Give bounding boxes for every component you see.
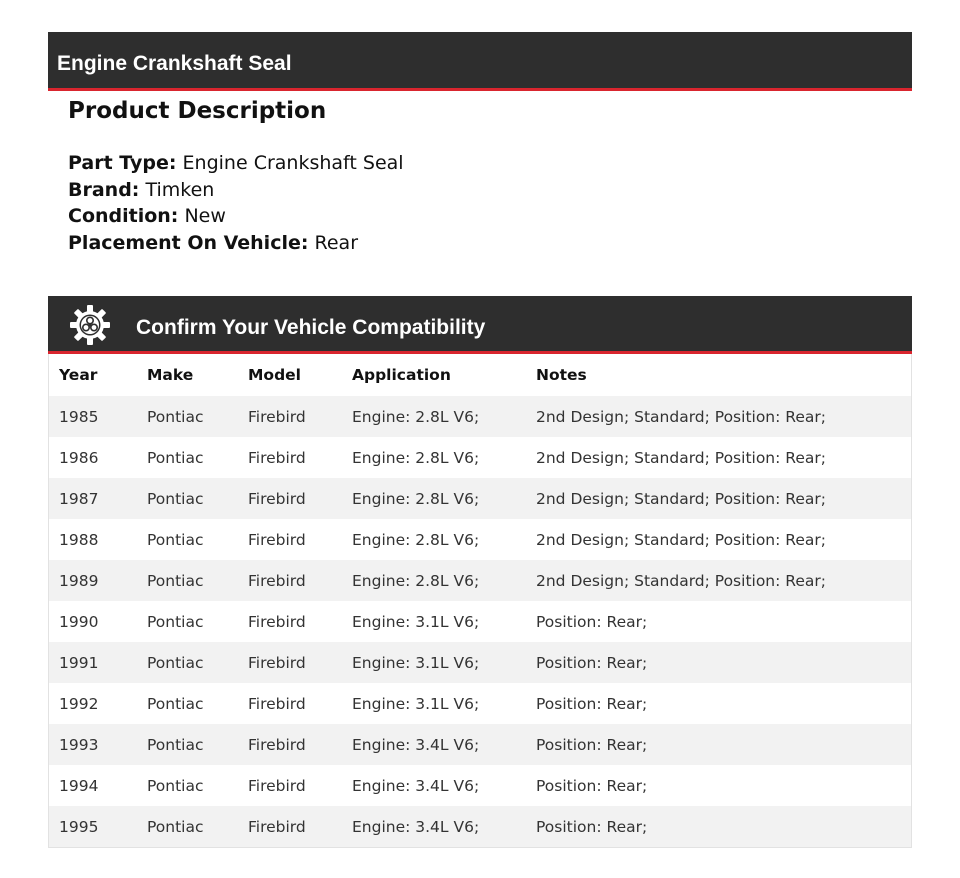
cell-make: Pontiac [147, 642, 248, 683]
cell-application: Engine: 2.8L V6; [352, 396, 536, 437]
cell-notes: Position: Rear; [536, 765, 911, 806]
product-title-bar [48, 32, 912, 91]
table-header-row [49, 354, 911, 396]
spec-label: Part Type: [68, 152, 177, 174]
cell-application: Engine: 2.8L V6; [352, 560, 536, 601]
cell-notes: 2nd Design; Standard; Position: Rear; [536, 396, 911, 437]
spec-brand [68, 177, 888, 204]
spec-value: Timken [145, 178, 215, 201]
cell-model: Firebird [248, 519, 352, 560]
cell-notes: 2nd Design; Standard; Position: Rear; [536, 478, 911, 519]
spec-value: Engine Crankshaft Seal [182, 152, 404, 174]
product-title: Engine Crankshaft Seal [57, 52, 292, 75]
cell-model: Firebird [248, 396, 352, 437]
cell-year: 1993 [49, 724, 147, 765]
compatibility-title: Confirm Your Vehicle Compatibility [136, 316, 486, 339]
column-header-notes: Notes [536, 366, 587, 384]
cell-model: Firebird [248, 478, 352, 519]
cell-make: Pontiac [147, 683, 248, 724]
cell-model: Firebird [248, 765, 352, 806]
cell-application: Engine: 3.1L V6; [352, 683, 536, 724]
cell-notes: Position: Rear; [536, 724, 911, 765]
cell-notes: 2nd Design; Standard; Position: Rear; [536, 560, 911, 601]
cell-model: Firebird [248, 601, 352, 642]
table-row [49, 683, 911, 724]
cell-model: Firebird [248, 560, 352, 601]
table-row [49, 437, 911, 478]
cell-notes: 2nd Design; Standard; Position: Rear; [536, 437, 911, 478]
cell-make: Pontiac [147, 519, 248, 560]
spec-label: Condition: [68, 205, 179, 227]
spec-label: Brand: [68, 178, 140, 201]
cell-make: Pontiac [147, 560, 248, 601]
cell-year: 1991 [49, 642, 147, 683]
cell-notes: Position: Rear; [536, 601, 911, 642]
column-header-make: Make [147, 366, 194, 384]
table-row [49, 560, 911, 601]
spec-list [68, 150, 888, 256]
cell-year: 1992 [49, 683, 147, 724]
cell-notes: Position: Rear; [536, 642, 911, 683]
cell-model: Firebird [248, 683, 352, 724]
cell-make: Pontiac [147, 806, 248, 847]
spec-condition [68, 203, 888, 230]
cell-application: Engine: 3.4L V6; [352, 724, 536, 765]
cell-application: Engine: 3.4L V6; [352, 765, 536, 806]
description-heading: Product Description [68, 98, 327, 124]
spec-label: Placement On Vehicle: [68, 231, 309, 254]
cell-application: Engine: 3.1L V6; [352, 601, 536, 642]
cell-year: 1987 [49, 478, 147, 519]
column-header-application: Application [352, 366, 451, 384]
cell-application: Engine: 2.8L V6; [352, 519, 536, 560]
cell-make: Pontiac [147, 396, 248, 437]
spec-value: New [184, 205, 226, 227]
table-row [49, 601, 911, 642]
spec-value: Rear [314, 231, 359, 254]
cell-year: 1995 [49, 806, 147, 847]
cell-year: 1989 [49, 560, 147, 601]
cell-model: Firebird [248, 642, 352, 683]
cell-make: Pontiac [147, 478, 248, 519]
cell-year: 1988 [49, 519, 147, 560]
spec-placement [68, 230, 888, 257]
cell-make: Pontiac [147, 765, 248, 806]
cell-make: Pontiac [147, 724, 248, 765]
cell-model: Firebird [248, 437, 352, 478]
table-row [49, 724, 911, 765]
table-row [49, 642, 911, 683]
cell-application: Engine: 3.4L V6; [352, 806, 536, 847]
product-description-section [68, 94, 888, 256]
cell-model: Firebird [248, 724, 352, 765]
table-row [49, 396, 911, 437]
compatibility-table-container [48, 354, 912, 848]
cell-make: Pontiac [147, 437, 248, 478]
gear-icon [69, 304, 111, 346]
cell-application: Engine: 2.8L V6; [352, 437, 536, 478]
compatibility-table [49, 354, 911, 847]
cell-model: Firebird [248, 806, 352, 847]
column-header-model: Model [248, 366, 301, 384]
cell-application: Engine: 2.8L V6; [352, 478, 536, 519]
cell-year: 1994 [49, 765, 147, 806]
cell-notes: 2nd Design; Standard; Position: Rear; [536, 519, 911, 560]
cell-year: 1986 [49, 437, 147, 478]
cell-notes: Position: Rear; [536, 683, 911, 724]
table-row [49, 519, 911, 560]
column-header-year: Year [59, 366, 98, 384]
spec-part-type [68, 150, 888, 177]
cell-make: Pontiac [147, 601, 248, 642]
cell-application: Engine: 3.1L V6; [352, 642, 536, 683]
cell-year: 1990 [49, 601, 147, 642]
compatibility-header-bar [48, 296, 912, 354]
cell-year: 1985 [49, 396, 147, 437]
table-row [49, 806, 911, 847]
cell-notes: Position: Rear; [536, 806, 911, 847]
table-row [49, 478, 911, 519]
table-row [49, 765, 911, 806]
